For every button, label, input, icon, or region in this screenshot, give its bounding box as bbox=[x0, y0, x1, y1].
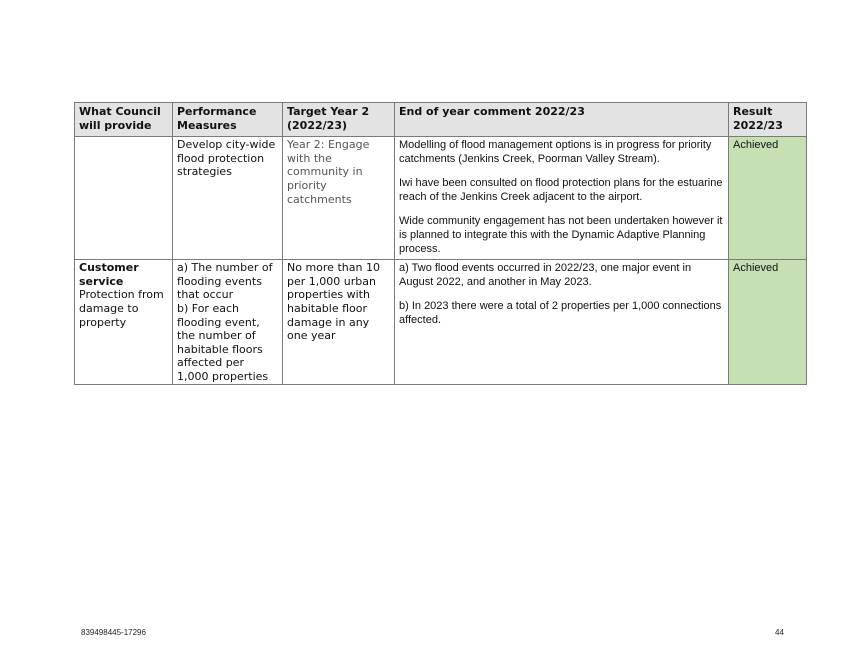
header-target-year-2: Target Year 2 (2022/23) bbox=[283, 103, 395, 137]
performance-table bbox=[74, 102, 807, 385]
measure-text: b) For each flooding event, the number of habitable floors affected per 1,000 properties bbox=[177, 301, 269, 383]
target-cell: No more than 10 per 1,000 urban properties with habitable floor damage in any one year bbox=[283, 260, 395, 384]
table-header-row bbox=[75, 103, 807, 137]
result-cell: Achieved bbox=[729, 260, 807, 384]
header-result: Result 2022/23 bbox=[729, 103, 807, 137]
comment-paragraph: a) Two flood events occurred in 2022/23, one major event in August 2022, and another in May 2023. bbox=[399, 262, 692, 289]
table-row bbox=[75, 137, 807, 260]
page-number: 44 bbox=[775, 628, 784, 637]
table-row bbox=[75, 260, 807, 384]
provide-cell bbox=[75, 137, 173, 260]
comment-paragraph: Iwi have been consulted on flood protection plans for the estuarine reach of the Jenkins Creek adjacent to the airport. bbox=[399, 177, 723, 204]
comment-cell bbox=[395, 137, 729, 260]
document-id: 839498445-17296 bbox=[81, 628, 146, 637]
provide-text: Protection from damage to property bbox=[79, 288, 164, 329]
header-what-council-will-provide: What Council will provide bbox=[75, 103, 173, 137]
measure-cell bbox=[173, 260, 283, 384]
measure-text: a) The number of flooding events that occur bbox=[177, 261, 273, 302]
measure-cell bbox=[173, 137, 283, 260]
measure-text: Develop city-wide flood protection strategies bbox=[177, 138, 276, 179]
provide-cell bbox=[75, 260, 173, 384]
header-performance-measures: Performance Measures bbox=[173, 103, 283, 137]
comment-paragraph: Modelling of flood management options is in progress for priority catchments (Jenkins Creek, Poorman Valley Stream). bbox=[399, 139, 712, 166]
header-end-of-year-comment: End of year comment 2022/23 bbox=[395, 103, 729, 137]
comment-paragraph: b) In 2023 there were a total of 2 properties per 1,000 connections affected. bbox=[399, 300, 722, 327]
comment-cell bbox=[395, 260, 729, 384]
target-cell: Year 2: Engage with the community in priority catchments bbox=[283, 137, 395, 260]
provide-title: Customer service bbox=[79, 261, 139, 288]
comment-paragraph: Wide community engagement has not been undertaken however it is planned to integrate this with the Dynamic Adaptive Planning process. bbox=[399, 215, 723, 256]
result-cell: Achieved bbox=[729, 137, 807, 260]
